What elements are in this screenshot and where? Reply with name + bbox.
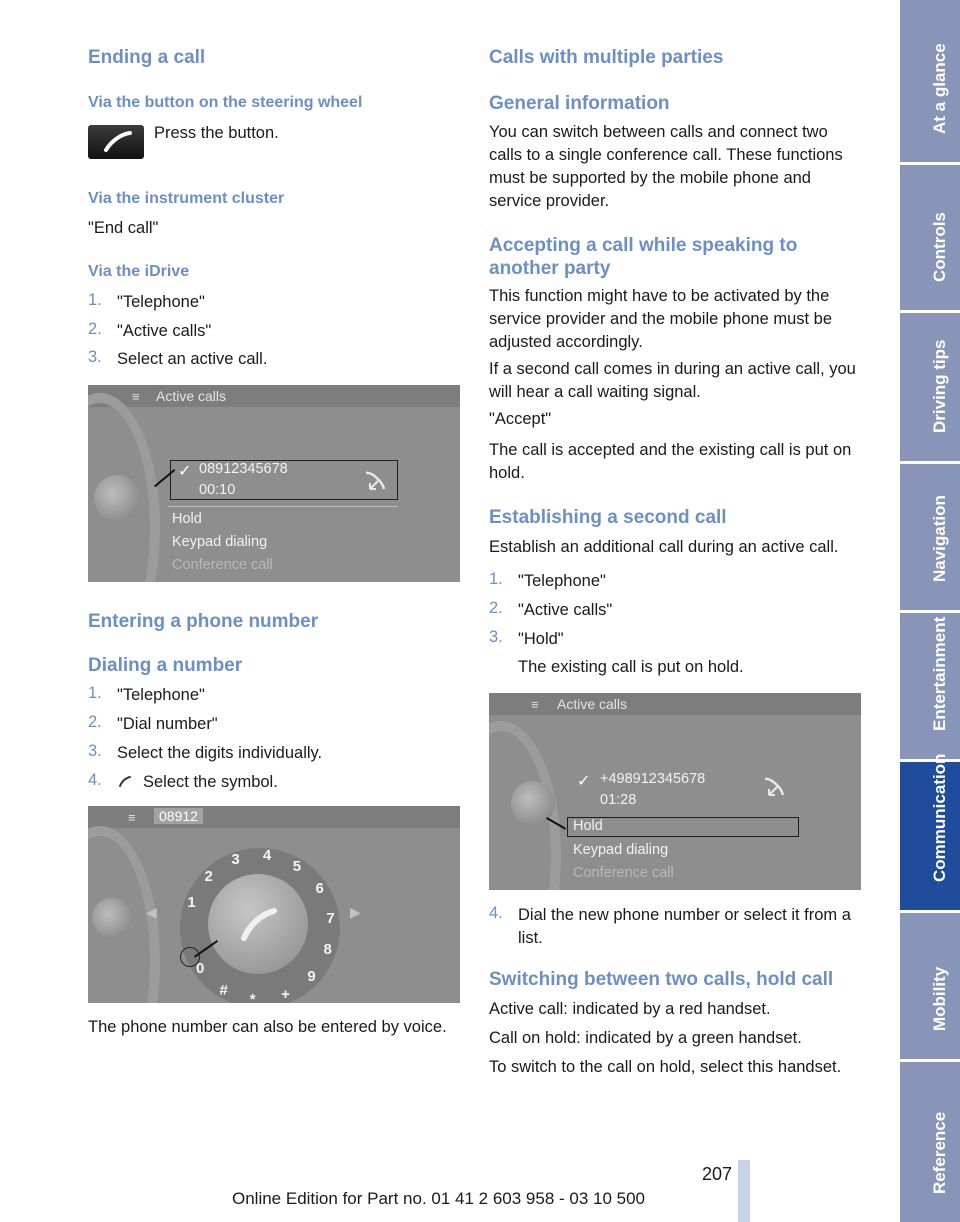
- via-cluster-heading: Via the instrument cluster: [88, 190, 285, 207]
- waiting-text: If a second call comes in during an active call, you will hear a call waiting signal.: [489, 360, 856, 401]
- tab-controls[interactable]: Controls: [900, 165, 960, 310]
- footer-text: Online Edition for Part no. 01 41 2 603 958 - 03 10 500: [232, 1189, 646, 1208]
- dialing-heading: Dialing a number: [88, 655, 243, 676]
- dial-digit: 7: [326, 909, 335, 927]
- entering-heading: Entering a phone number: [88, 611, 319, 632]
- menu-item-hold: Hold: [172, 511, 202, 527]
- tab-at-a-glance[interactable]: At a glance: [900, 0, 960, 162]
- dial-digit: 0: [196, 960, 205, 978]
- dial-digit: +: [281, 986, 290, 1003]
- dial-symbol-icon: [117, 774, 133, 790]
- tab-driving-tips[interactable]: Driving tips: [900, 313, 960, 461]
- dial-digit: 8: [323, 941, 332, 959]
- voice-note: The phone number can also be entered by voice.: [88, 1018, 447, 1036]
- general-info-heading: General information: [489, 93, 670, 114]
- right-arrow-icon: ▶: [350, 904, 361, 920]
- dial-digit: *: [249, 990, 256, 1003]
- handset-icon: [761, 773, 789, 799]
- via-idrive-heading: Via the iDrive: [88, 263, 190, 280]
- dial-digit: #: [219, 981, 228, 999]
- phone-handset-icon: [88, 125, 144, 159]
- menu-item-hold: Hold: [573, 818, 603, 834]
- screen-title: Active calls: [557, 696, 628, 712]
- clear-symbol: [180, 947, 200, 967]
- call-time: 01:28: [600, 792, 637, 808]
- tab-navigation[interactable]: Navigation: [900, 464, 960, 610]
- menu-icon: ≡: [128, 810, 136, 825]
- number-entry-field: 08912: [154, 808, 203, 824]
- dial-digit: 3: [231, 850, 240, 868]
- phone-handset-icon: [236, 902, 282, 948]
- end-call-text: "End call": [88, 219, 159, 237]
- hold-call-text: Call on hold: indicated by a green handset.: [489, 1029, 802, 1047]
- menu-item-conference: Conference call: [172, 557, 273, 573]
- establishing-heading: Establishing a second call: [489, 507, 727, 528]
- tab-communication[interactable]: Communication: [900, 762, 960, 910]
- dial-digit: 6: [315, 879, 324, 897]
- dial-number-screenshot: [88, 806, 460, 1003]
- press-button-text: Press the button.: [154, 124, 279, 142]
- hold-screenshot: [489, 693, 861, 890]
- accepting-heading: Accepting a call while speaking to another party: [489, 235, 798, 279]
- call-number: +498912345678: [600, 771, 706, 787]
- menu-item-conference: Conference call: [573, 865, 674, 881]
- tab-mobility[interactable]: Mobility: [900, 913, 960, 1059]
- general-info-text: You can switch between calls and connect two calls to a single conference call. These functions must be supported by the mobile phone and service provider.: [489, 123, 843, 210]
- dial-digit: 2: [204, 867, 213, 885]
- steering-wheel-button: [88, 125, 144, 159]
- handset-icon: [362, 467, 390, 493]
- tab-reference[interactable]: Reference: [900, 1062, 960, 1222]
- check-icon: ✓: [577, 773, 591, 790]
- call-time: 00:10: [199, 482, 236, 498]
- screen-title: Active calls: [156, 388, 227, 404]
- menu-item-keypad: Keypad dialing: [172, 534, 268, 550]
- check-icon: ✓: [178, 463, 192, 480]
- left-arrow-icon: ◀: [146, 904, 157, 920]
- page-marker: [738, 1160, 750, 1222]
- accept-text: "Accept": [489, 410, 552, 428]
- ending-call-heading: Ending a call: [88, 47, 206, 68]
- active-calls-screenshot: [88, 385, 460, 582]
- controller-knob: [94, 475, 140, 521]
- tab-entertainment[interactable]: Entertainment: [900, 613, 960, 759]
- establishing-text: Establish an additional call during an active call.: [489, 538, 839, 556]
- active-call-text: Active call: indicated by a red handset.: [489, 1000, 771, 1018]
- page-number: 207: [702, 1164, 733, 1184]
- dial-digit: 9: [307, 968, 316, 986]
- chapter-tabs: [900, 0, 960, 1222]
- controller-knob: [92, 898, 132, 938]
- menu-icon: ≡: [132, 389, 140, 404]
- dial-digit: 1: [187, 894, 196, 912]
- accepting-text: This function might have to be activated by the service provider and the mobile phone must be adjusted accordingly.: [489, 287, 833, 351]
- dial-digit: 4: [262, 847, 272, 865]
- multi-party-heading: Calls with multiple parties: [489, 47, 724, 68]
- switch-text: To switch to the call on hold, select this handset.: [489, 1058, 842, 1076]
- dial-digit: 5: [292, 857, 302, 875]
- menu-icon: ≡: [531, 697, 539, 712]
- menu-item-keypad: Keypad dialing: [573, 842, 669, 858]
- via-button-heading: Via the button on the steering wheel: [88, 94, 363, 111]
- switching-heading: Switching between two calls, hold call: [489, 969, 834, 990]
- hold-note: The existing call is put on hold.: [518, 658, 744, 676]
- call-number: 08912345678: [199, 461, 288, 477]
- accepted-text: The call is accepted and the existing call is put on hold.: [489, 441, 852, 482]
